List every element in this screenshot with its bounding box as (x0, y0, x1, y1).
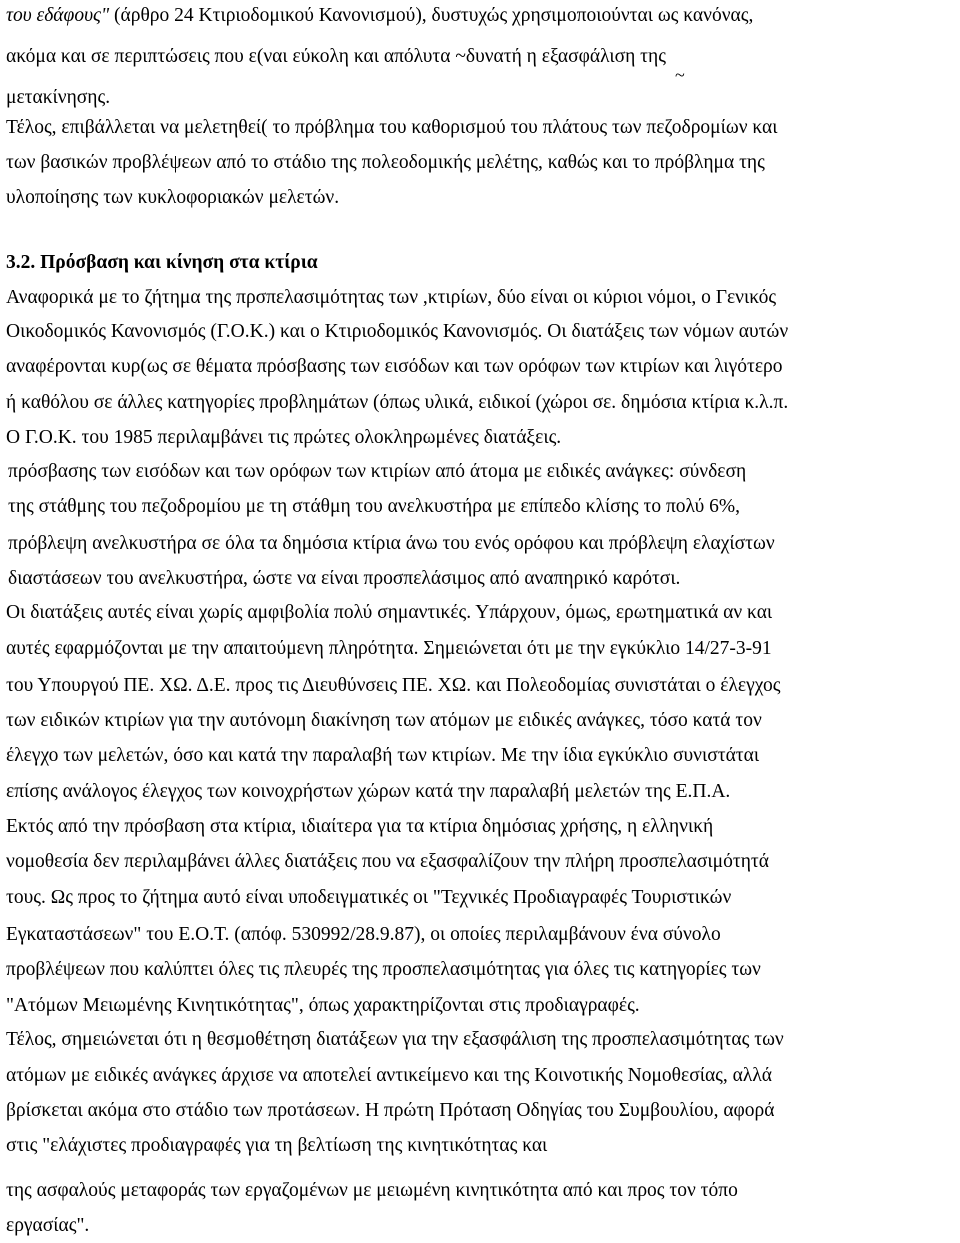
text-line: αυτές εφαρμόζονται με την απαιτούμενη πληρότητα. Σημειώνεται ότι με την εγκύκλιο 14/27-3-91 (6, 638, 772, 659)
text-line: έλεγχο των μελετών, όσο και κατά την παραλαβή των κτιρίων. Με την ίδια εγκύκλιο συνιστάται (6, 745, 760, 766)
text-line: τους. Ως προς το ζήτημα αυτό είναι υποδειγματικές οι "Τεχνικές Προδιαγραφές Τουριστικών (6, 887, 732, 908)
text-line: ακόμα και σε περιπτώσεις που ε(ναι εύκολη και απόλυτα ~δυνατή η εξασφάλιση της (6, 46, 666, 67)
text-line: εργασίας". (6, 1215, 90, 1236)
text-line: μετακίνησης. (6, 87, 111, 108)
text-line: των βασικών προβλέψεων από το στάδιο της πολεοδομικής μελέτης, καθώς και το πρόβλημα της (6, 152, 765, 173)
text-line: ή καθόλου σε άλλες κατηγορίες προβλημάτων (όπως υλικά, ειδικοί (χώροι σε. δημόσια κτίρια κ.λ.π. (6, 392, 789, 413)
text-line: διαστάσεων του ανελκυστήρα, ώστε να είναι προσπελάσιμος από αναπηρικό καρότσι. (8, 568, 681, 589)
text-line: ατόμων με ειδικές ανάγκες άρχισε να αποτελεί αντικείμενο και της Κοινοτικής Νομοθεσίας, αλλά (6, 1065, 772, 1086)
text-line: της ασφαλούς μεταφοράς των εργαζομένων με μειωμένη κινητικότητα από και προς τον τόπο (6, 1180, 738, 1201)
text-line: Αναφορικά με το ζήτημα της πρσπελασιμότητας των ,κτιρίων, δύο είναι οι κύριοι νόμοι, ο Γενικός (6, 287, 777, 308)
text-line: στις "ελάχιστες προδιαγραφές για τη βελτίωση της κινητικότητας και (6, 1135, 548, 1156)
text-line: πρόσβασης των εισόδων και των ορόφων των κτιρίων από άτομα με ειδικές ανάγκες: σύνδεση (8, 461, 747, 482)
text-line: Ο Γ.Ο.Κ. του 1985 περιλαμβάνει τις πρώτες ολοκληρωμένες διατάξεις. (6, 427, 562, 448)
text-line: Εγκαταστάσεων" του Ε.Ο.Τ. (απόφ. 530992/28.9.87), οι οποίες περιλαμβάνουν ένα σύνολο (6, 924, 721, 945)
text-line: Εκτός από την πρόσβαση στα κτίρια, ιδιαίτερα για τα κτίρια δημόσιας χρήσης, η ελληνική (6, 816, 714, 837)
text-line: αναφέρονται κυρ(ως σε θέματα πρόσβασης των εισόδων και των ορόφων των κτιρίων και λιγότερο (6, 356, 783, 377)
text-line: του Υπουργού ΠΕ. ΧΩ. Δ.Ε. προς τις Διευθύνσεις ΠΕ. ΧΩ. και Πολεοδομίας συνιστάται ο έλεγχος (6, 675, 781, 696)
text-line: Τέλος, επιβάλλεται να μελετηθεί( το πρόβλημα του καθορισμού του πλάτους των πεζοδρομίων και (6, 117, 778, 138)
text-line: των ειδικών κτιρίων για την αυτόνομη διακίνηση των ατόμων με ειδικές ανάγκες, τόσο κατά τον (6, 710, 762, 731)
text-segment: (άρθρο 24 Κτιριοδομικού Κανονισμού), δυστυχώς χρησιμοποιούνται ως κανόνας, (109, 5, 754, 26)
stray-tilde-mark: ~ (675, 65, 685, 85)
section-heading: 3.2. Πρόσβαση και κίνηση στα κτίρια (6, 252, 318, 273)
text-line: προβλέψεων που καλύπτει όλες τις πλευρές της προσπελασιμότητας για όλες τις κατηγορίες των (6, 959, 761, 980)
text-line: βρίσκεται ακόμα στο στάδιο των προτάσεων. Η πρώτη Πρόταση Οδηγίας του Συμβουλίου, αφορά (6, 1100, 775, 1121)
text-line (6, 4, 753, 28)
text-line: πρόβλεψη ανελκυστήρα σε όλα τα δημόσια κτίρια άνω του ενός ορόφου και πρόβλεψη ελαχίστων (8, 533, 775, 554)
text-line: υλοποίησης των κυκλοφοριακών μελετών. (6, 187, 340, 208)
italic-quote: του εδάφους" (6, 5, 110, 26)
text-line: Οικοδομικός Κανονισμός (Γ.Ο.Κ.) και ο Κτιριοδομικός Κανονισμός. Οι διατάξεις των νόμων αυτών (6, 321, 789, 342)
text-line: "Ατόμων Μειωμένης Κινητικότητας", όπως χαρακτηρίζονται στις προδιαγραφές. (6, 995, 640, 1016)
text-line: Τέλος, σημειώνεται ότι η θεσμοθέτηση διατάξεων για την εξασφάλιση της προσπελασιμότητας των (6, 1029, 784, 1050)
text-line: επίσης ανάλογος έλεγχος των κοινοχρήστων χώρων κατά την παραλαβή μελετών της Ε.Π.Α. (6, 781, 731, 802)
text-line: της στάθμης του πεζοδρομίου με τη στάθμη του ανελκυστήρα με επίπεδο κλίσης το πολύ 6%, (8, 496, 741, 517)
text-line: Οι διατάξεις αυτές είναι χωρίς αμφιβολία πολύ σημαντικές. Υπάρχουν, όμως, ερωτηματικά αν και (6, 602, 773, 623)
text-line: νομοθεσία δεν περιλαμβάνει άλλες διατάξεις που να εξασφαλίζουν την πλήρη προσπελασιμότητά (6, 851, 769, 872)
